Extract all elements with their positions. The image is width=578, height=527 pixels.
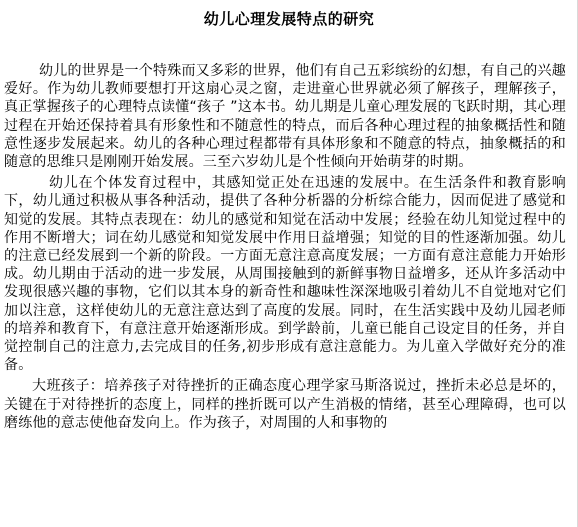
document-body	[4, 62, 566, 432]
document-title: 幼儿心理发展特点的研究	[203, 10, 375, 28]
paragraph-perception-attention: 幼儿在个体发育过程中，其感知觉正处在迅速的发展中。在生活条件和教育影响下，幼儿通过积极从事各种活动，提供了各种分析器的分析综合能力，因而促进了感觉和知觉的发展。其特点表现在：幼儿的感觉和知觉在活动中发展；经验在幼儿知觉过程中的作用不断增大；词在幼儿感觉和知觉发展中作用日益增强；知觉的目的性逐渐加强。幼儿的注意已经发展到一个新的阶段。一方面无意注意高度发展；一方面有意注意能力开始形成。幼儿期由于活动的进一步发展，从周围接触到的新鲜事物日益增多，还从许多活动中发现很感兴趣的事物，它们以其本身的新奇性和趣味性深深地吸引着幼儿不自觉地对它们加以注意，这样使幼儿的无意注意达到了高度的发展。同时，在生活实践中及幼儿园老师的培养和教育下，有意注意开始逐渐形成。到学龄前，儿童已能自己设定目的任务，并自觉控制自己的注意力,去完成目的任务,初步形成有意注意能力。为儿童入学做好充分的准备。	[4, 175, 566, 374]
paragraph-intro: 幼儿的世界是一个特殊而又多彩的世界，他们有自己五彩缤纷的幻想，有自己的兴趣爱好。作为幼儿教师要想打开这扇心灵之窗，走进童心世界就必须了解孩子，理解孩子，真正掌握孩子的心理特点读懂“孩子 ”这本书。幼儿期是儿童心理发展的飞跃时期，其心理过程在开始还保持着具有形象性和不随意性的特点，而后各种心理过程的抽象概括性和随意性逐步发展起来。幼儿的各种心理过程都带有具体形象和不随意的特点，抽象概括的和随意的思维只是刚刚开始发展。三至六岁幼儿是个性倾向开始萌芽的时期。	[4, 63, 566, 171]
paragraph-senior-class: 大班孩子：培养孩子对待挫折的正确态度心理学家马斯洛说过，挫折未必总是坏的，关键在于对待挫折的态度上，同样的挫折既可以产生消极的情绪，甚至心理障碍，也可以磨练他的意志使他奋发向上。作为孩子，对周围的人和事物的	[4, 378, 566, 431]
